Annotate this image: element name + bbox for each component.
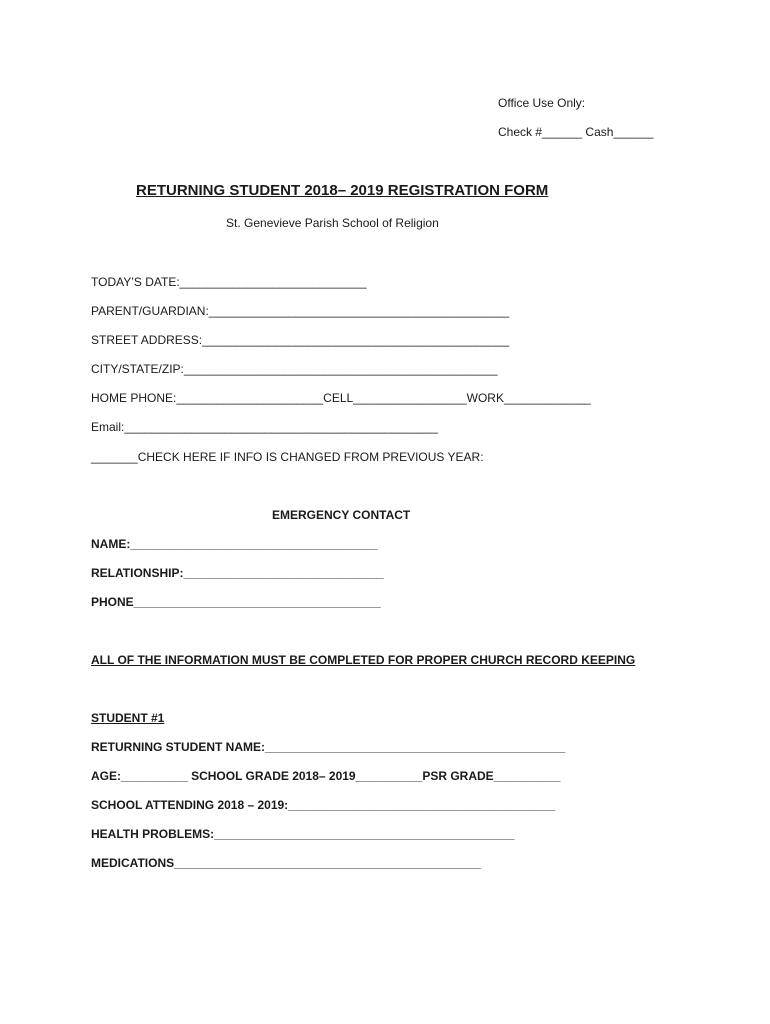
form-title: RETURNING STUDENT 2018– 2019 REGISTRATION FORM (136, 182, 549, 199)
form-subtitle: St. Genevieve Parish School of Religion (226, 216, 439, 230)
street-address-field[interactable]: STREET ADDRESS:______________________________________________ (91, 333, 510, 347)
emergency-relationship-field[interactable]: RELATIONSHIP:______________________________ (91, 566, 384, 580)
home-phone-field[interactable]: HOME PHONE:______________________CELL_________________WORK_____________ (91, 391, 591, 405)
office-use-label: Office Use Only: (498, 96, 586, 110)
student-heading: STUDENT #1 (91, 711, 165, 725)
completion-notice: ALL OF THE INFORMATION MUST BE COMPLETED FOR PROPER CHURCH RECORD KEEPING (91, 653, 636, 667)
emergency-phone-field[interactable]: PHONE_____________________________________ (91, 595, 381, 609)
emergency-name-field[interactable]: NAME:_____________________________________ (91, 537, 378, 551)
info-changed-checkbox[interactable]: _______CHECK HERE IF INFO IS CHANGED FROM PREVIOUS YEAR: (91, 450, 484, 464)
todays-date-field[interactable]: TODAY’S DATE:____________________________ (91, 275, 367, 289)
city-state-zip-field[interactable]: CITY/STATE/ZIP:_______________________________________________ (91, 362, 498, 376)
emergency-contact-heading: EMERGENCY CONTACT (272, 508, 411, 522)
parent-guardian-field[interactable]: PARENT/GUARDIAN:_____________________________________________ (91, 304, 510, 318)
student-name-field[interactable]: RETURNING STUDENT NAME:_____________________________________________ (91, 740, 566, 754)
email-field[interactable]: Email:_______________________________________________ (91, 420, 439, 434)
medications-field[interactable]: MEDICATIONS______________________________________________ (91, 856, 482, 870)
school-attending-field[interactable]: SCHOOL ATTENDING 2018 – 2019:________________________________________ (91, 798, 556, 812)
check-cash-field[interactable]: Check #______ Cash______ (498, 125, 654, 139)
health-problems-field[interactable]: HEALTH PROBLEMS:_____________________________________________ (91, 827, 515, 841)
age-grade-field[interactable]: AGE:__________ SCHOOL GRADE 2018– 2019__________PSR GRADE__________ (91, 769, 561, 783)
